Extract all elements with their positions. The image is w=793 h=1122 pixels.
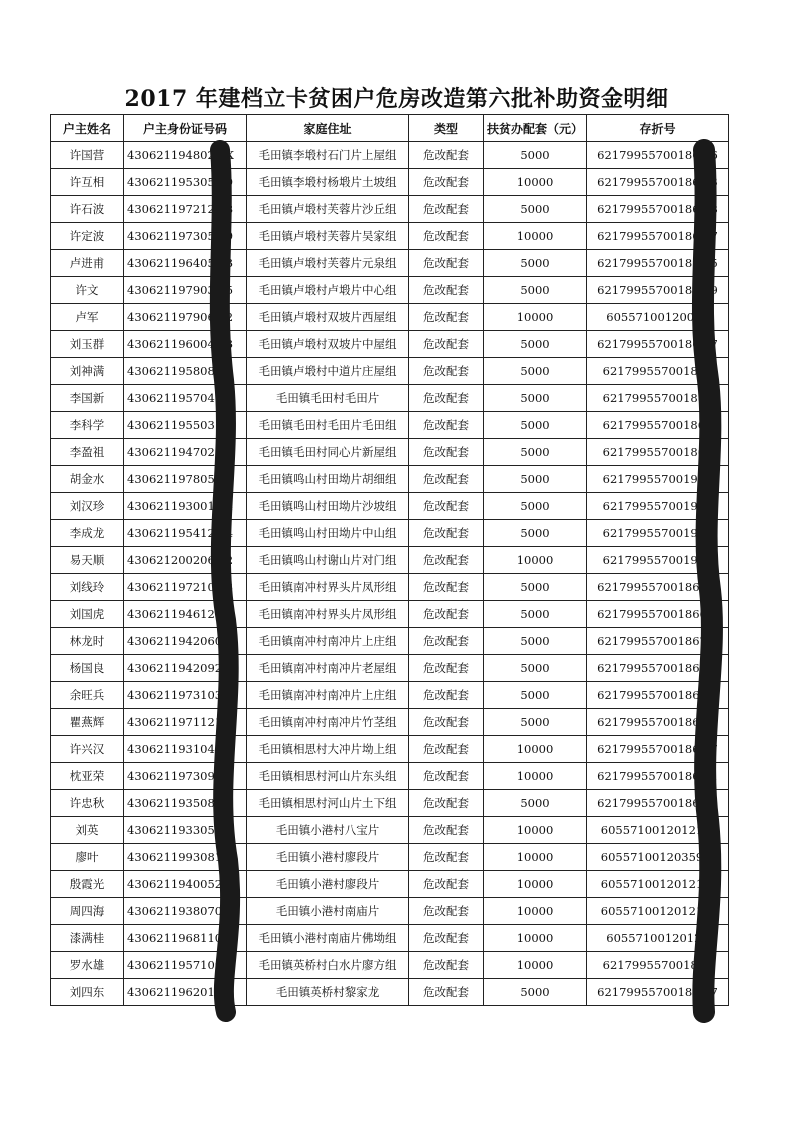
cell-name: 刘神满	[51, 358, 124, 385]
cell-type: 危改配套	[409, 736, 484, 763]
cell-account: 621799557001866 7	[587, 601, 729, 628]
cell-account: 621799557001866	[587, 952, 729, 979]
cell-type: 危改配套	[409, 412, 484, 439]
cell-name: 刘线玲	[51, 574, 124, 601]
cell-account: 60557100120121	[587, 925, 729, 952]
cell-type: 危改配套	[409, 196, 484, 223]
cell-address: 毛田镇李塅村石门片上屋组	[247, 142, 409, 169]
cell-type: 危改配套	[409, 250, 484, 277]
cell-amount: 5000	[484, 574, 587, 601]
cell-account: 621799557001867	[587, 358, 729, 385]
table-row	[51, 520, 729, 547]
cell-amount: 10000	[484, 817, 587, 844]
cell-type: 危改配套	[409, 952, 484, 979]
cell-address: 毛田镇鸣山村田坳片中山组	[247, 520, 409, 547]
table-row	[51, 412, 729, 439]
cell-name: 殷霞光	[51, 871, 124, 898]
table-row	[51, 196, 729, 223]
cell-type: 危改配套	[409, 925, 484, 952]
cell-type: 危改配套	[409, 790, 484, 817]
cell-type: 危改配套	[409, 385, 484, 412]
cell-address: 毛田镇小港村南庙片	[247, 898, 409, 925]
table-row	[51, 547, 729, 574]
cell-address: 毛田镇南冲村南冲片上庄组	[247, 682, 409, 709]
cell-type: 危改配套	[409, 142, 484, 169]
cell-amount: 5000	[484, 385, 587, 412]
cell-id: 4306211940052 X	[124, 871, 247, 898]
cell-address: 毛田镇英桥村黎家龙	[247, 979, 409, 1006]
table-row	[51, 466, 729, 493]
cell-amount: 5000	[484, 439, 587, 466]
cell-name: 刘四东	[51, 979, 124, 1006]
cell-id: 4306211958081 7	[124, 358, 247, 385]
cell-account: 60557100120121 2	[587, 898, 729, 925]
cell-name: 杨国良	[51, 655, 124, 682]
cell-name: 余旺兵	[51, 682, 124, 709]
cell-type: 危改配套	[409, 277, 484, 304]
cell-account: 621799557001906	[587, 520, 729, 547]
table-row	[51, 898, 729, 925]
cell-type: 危改配套	[409, 169, 484, 196]
cell-amount: 10000	[484, 925, 587, 952]
cell-amount: 10000	[484, 952, 587, 979]
cell-address: 毛田镇卢塅村中道片庄屋组	[247, 358, 409, 385]
header-type: 类型	[409, 115, 484, 142]
cell-amount: 10000	[484, 871, 587, 898]
table-row	[51, 952, 729, 979]
cell-name: 漆满桂	[51, 925, 124, 952]
cell-amount: 5000	[484, 628, 587, 655]
cell-amount: 10000	[484, 169, 587, 196]
cell-id: 4306211942092 7	[124, 655, 247, 682]
cell-type: 危改配套	[409, 871, 484, 898]
cell-amount: 5000	[484, 196, 587, 223]
cell-id: 4306211953050 9	[124, 169, 247, 196]
cell-id: 4306211946123 9	[124, 601, 247, 628]
cell-account: 621799557001866 2	[587, 574, 729, 601]
subsidy-table	[50, 114, 729, 1006]
table-row	[51, 331, 729, 358]
cell-type: 危改配套	[409, 493, 484, 520]
cell-address: 毛田镇小港村廖段片	[247, 871, 409, 898]
table-body	[51, 142, 729, 1006]
cell-address: 毛田镇卢塅村卢塅片中心组	[247, 277, 409, 304]
cell-id: 4306212002062 2	[124, 547, 247, 574]
cell-type: 危改配套	[409, 628, 484, 655]
document-title: 2017 年建档立卡贫困户危房改造第六批补助资金明细	[124, 86, 669, 112]
cell-address: 毛田镇相思村河山片东头组	[247, 763, 409, 790]
cell-name: 瞿燕辉	[51, 709, 124, 736]
cell-amount: 5000	[484, 520, 587, 547]
cell-name: 许互相	[51, 169, 124, 196]
table-row	[51, 493, 729, 520]
cell-address: 毛田镇南冲村南冲片老屋组	[247, 655, 409, 682]
table-row	[51, 358, 729, 385]
cell-address: 毛田镇卢塅村芙蓉片沙丘组	[247, 196, 409, 223]
cell-name: 廖叶	[51, 844, 124, 871]
cell-address: 毛田镇鸣山村谢山片对门组	[247, 547, 409, 574]
cell-address: 毛田镇卢塅村双坡片中屋组	[247, 331, 409, 358]
header-name: 户主姓名	[51, 115, 124, 142]
cell-account: 621799557001867 0	[587, 790, 729, 817]
table-row	[51, 574, 729, 601]
cell-amount: 5000	[484, 250, 587, 277]
cell-type: 危改配套	[409, 439, 484, 466]
cell-id: 4306211968110 9	[124, 925, 247, 952]
table-row	[51, 439, 729, 466]
cell-account: 621799557001866	[587, 385, 729, 412]
table-row	[51, 277, 729, 304]
cell-name: 李成龙	[51, 520, 124, 547]
cell-type: 危改配套	[409, 979, 484, 1006]
cell-id: 4306211954121 4	[124, 520, 247, 547]
cell-id: 4306211960040 3	[124, 331, 247, 358]
cell-address: 毛田镇毛田村毛田片毛田组	[247, 412, 409, 439]
cell-address: 毛田镇南冲村南冲片上庄组	[247, 628, 409, 655]
cell-address: 毛田镇南冲村界头片凤形组	[247, 574, 409, 601]
cell-account: 621799557001867 7	[587, 331, 729, 358]
cell-amount: 5000	[484, 979, 587, 1006]
cell-id: 4306211948020 X	[124, 142, 247, 169]
header-row	[51, 115, 729, 142]
cell-id: 4306211973103 7	[124, 682, 247, 709]
cell-amount: 10000	[484, 736, 587, 763]
cell-amount: 5000	[484, 709, 587, 736]
cell-amount: 5000	[484, 277, 587, 304]
header-amount: 扶贫办配套（元）	[484, 115, 587, 142]
cell-name: 刘英	[51, 817, 124, 844]
cell-account: 621799557001867 6	[587, 142, 729, 169]
cell-address: 毛田镇毛田村毛田片	[247, 385, 409, 412]
cell-account: 621799557001867 5	[587, 250, 729, 277]
cell-type: 危改配套	[409, 331, 484, 358]
cell-type: 危改配套	[409, 574, 484, 601]
cell-account: 621799557001867 1	[587, 763, 729, 790]
cell-address: 毛田镇相思村大冲片坳上组	[247, 736, 409, 763]
cell-amount: 5000	[484, 493, 587, 520]
table-row	[51, 763, 729, 790]
cell-amount: 10000	[484, 304, 587, 331]
cell-id: 4306211964050 3	[124, 250, 247, 277]
cell-account: 621799557001867 8	[587, 196, 729, 223]
table-row	[51, 790, 729, 817]
cell-id: 4306211962012 0	[124, 979, 247, 1006]
cell-address: 毛田镇卢塅村芙蓉片元泉组	[247, 250, 409, 277]
cell-name: 卢进甫	[51, 250, 124, 277]
cell-name: 许兴汉	[51, 736, 124, 763]
cell-name: 李科学	[51, 412, 124, 439]
cell-amount: 5000	[484, 412, 587, 439]
cell-name: 李盈祖	[51, 439, 124, 466]
cell-type: 危改配套	[409, 466, 484, 493]
cell-id: 4306211947020 4	[124, 439, 247, 466]
cell-address: 毛田镇小港村八宝片	[247, 817, 409, 844]
cell-address: 毛田镇南冲村南冲片竹茎组	[247, 709, 409, 736]
cell-account: 60557100120092	[587, 304, 729, 331]
cell-account: 621799557001867 7	[587, 736, 729, 763]
cell-account: 621799557001867 7	[587, 979, 729, 1006]
table-row	[51, 385, 729, 412]
cell-type: 危改配套	[409, 547, 484, 574]
cell-amount: 5000	[484, 790, 587, 817]
cell-account: 621799557001906	[587, 493, 729, 520]
header-account: 存折号	[587, 115, 729, 142]
table-row	[51, 925, 729, 952]
table-row	[51, 169, 729, 196]
cell-name: 刘国虎	[51, 601, 124, 628]
cell-type: 危改配套	[409, 898, 484, 925]
cell-type: 危改配套	[409, 358, 484, 385]
cell-address: 毛田镇毛田村同心片新屋组	[247, 439, 409, 466]
cell-name: 胡金水	[51, 466, 124, 493]
cell-name: 易天顺	[51, 547, 124, 574]
table-row	[51, 817, 729, 844]
table-row	[51, 736, 729, 763]
cell-type: 危改配套	[409, 223, 484, 250]
cell-id: 4306211955031 9	[124, 412, 247, 439]
cell-name: 李国新	[51, 385, 124, 412]
cell-id: 4306211973051 9	[124, 223, 247, 250]
cell-account: 621799557001867 7	[587, 223, 729, 250]
cell-amount: 5000	[484, 682, 587, 709]
cell-amount: 5000	[484, 142, 587, 169]
table-row	[51, 601, 729, 628]
cell-name: 许定波	[51, 223, 124, 250]
cell-id: 4306211972123 8	[124, 196, 247, 223]
cell-id: 4306211933051 4	[124, 817, 247, 844]
cell-account: 621799557001867 5	[587, 628, 729, 655]
cell-account: 621799557001866 3	[587, 709, 729, 736]
cell-name: 许文	[51, 277, 124, 304]
cell-account: 621799557001867 8	[587, 682, 729, 709]
cell-amount: 5000	[484, 331, 587, 358]
table-row	[51, 250, 729, 277]
cell-id: 4306211973092 7	[124, 763, 247, 790]
cell-address: 毛田镇李塅村杨塅片土坡组	[247, 169, 409, 196]
cell-name: 许国营	[51, 142, 124, 169]
cell-id: 4306211957040 4	[124, 385, 247, 412]
cell-id: 4306211942060 8	[124, 628, 247, 655]
cell-account: 621799557001906	[587, 466, 729, 493]
table-row	[51, 709, 729, 736]
cell-account: 621799557001866 6	[587, 655, 729, 682]
cell-address: 毛田镇卢塅村芙蓉片吴家组	[247, 223, 409, 250]
cell-id: 4306211979030 5	[124, 277, 247, 304]
cell-amount: 10000	[484, 898, 587, 925]
cell-address: 毛田镇小港村廖段片	[247, 844, 409, 871]
cell-type: 危改配套	[409, 763, 484, 790]
cell-id: 4306211931043 2	[124, 736, 247, 763]
cell-amount: 10000	[484, 547, 587, 574]
cell-id: 4306211957100 4	[124, 952, 247, 979]
cell-address: 毛田镇卢塅村双坡片西屋组	[247, 304, 409, 331]
cell-id: 4306211979060 2	[124, 304, 247, 331]
cell-id: 4306211993081 2	[124, 844, 247, 871]
table-row	[51, 223, 729, 250]
cell-name: 刘汉珍	[51, 493, 124, 520]
table-row	[51, 979, 729, 1006]
cell-address: 毛田镇小港村南庙片佛坳组	[247, 925, 409, 952]
cell-name: 林龙时	[51, 628, 124, 655]
cell-name: 枕亚荣	[51, 763, 124, 790]
cell-address: 毛田镇相思村河山片土下组	[247, 790, 409, 817]
cell-address: 毛田镇鸣山村田坳片胡细组	[247, 466, 409, 493]
cell-account: 621799557001867 9	[587, 277, 729, 304]
cell-id: 4306211978051 4	[124, 466, 247, 493]
cell-id: 4306211972100 3	[124, 574, 247, 601]
cell-amount: 10000	[484, 844, 587, 871]
cell-name: 卢军	[51, 304, 124, 331]
cell-amount: 10000	[484, 223, 587, 250]
cell-name: 许石波	[51, 196, 124, 223]
cell-type: 危改配套	[409, 601, 484, 628]
cell-type: 危改配套	[409, 304, 484, 331]
cell-address: 毛田镇英桥村白水片廖方组	[247, 952, 409, 979]
table-row	[51, 871, 729, 898]
cell-account: 621799557001866	[587, 412, 729, 439]
cell-id: 4306211930010 4	[124, 493, 247, 520]
cell-account: 621799557001867 3	[587, 169, 729, 196]
cell-id: 4306211971121 X	[124, 709, 247, 736]
cell-type: 危改配套	[409, 817, 484, 844]
header-id: 户主身份证号码	[124, 115, 247, 142]
cell-address: 毛田镇鸣山村田坳片沙坡组	[247, 493, 409, 520]
cell-type: 危改配套	[409, 520, 484, 547]
table-row	[51, 844, 729, 871]
cell-type: 危改配套	[409, 655, 484, 682]
cell-name: 罗水雄	[51, 952, 124, 979]
table-row	[51, 628, 729, 655]
cell-name: 许忠秋	[51, 790, 124, 817]
cell-account: 60557100120359 4	[587, 844, 729, 871]
cell-name: 刘玉群	[51, 331, 124, 358]
cell-account: 621799557001866	[587, 439, 729, 466]
table-row	[51, 655, 729, 682]
cell-account: 60557100120121 6	[587, 817, 729, 844]
cell-type: 危改配套	[409, 844, 484, 871]
header-address: 家庭住址	[247, 115, 409, 142]
cell-account: 621799557001906	[587, 547, 729, 574]
cell-id: 4306211935081 8	[124, 790, 247, 817]
cell-id: 4306211938070 4	[124, 898, 247, 925]
cell-account: 60557100120121 2	[587, 871, 729, 898]
cell-amount: 5000	[484, 601, 587, 628]
cell-amount: 5000	[484, 358, 587, 385]
cell-amount: 10000	[484, 763, 587, 790]
cell-address: 毛田镇南冲村界头片凤形组	[247, 601, 409, 628]
cell-type: 危改配套	[409, 682, 484, 709]
cell-type: 危改配套	[409, 709, 484, 736]
table-row	[51, 142, 729, 169]
table-row	[51, 304, 729, 331]
cell-name: 周四海	[51, 898, 124, 925]
table-row	[51, 682, 729, 709]
cell-amount: 5000	[484, 655, 587, 682]
cell-amount: 5000	[484, 466, 587, 493]
